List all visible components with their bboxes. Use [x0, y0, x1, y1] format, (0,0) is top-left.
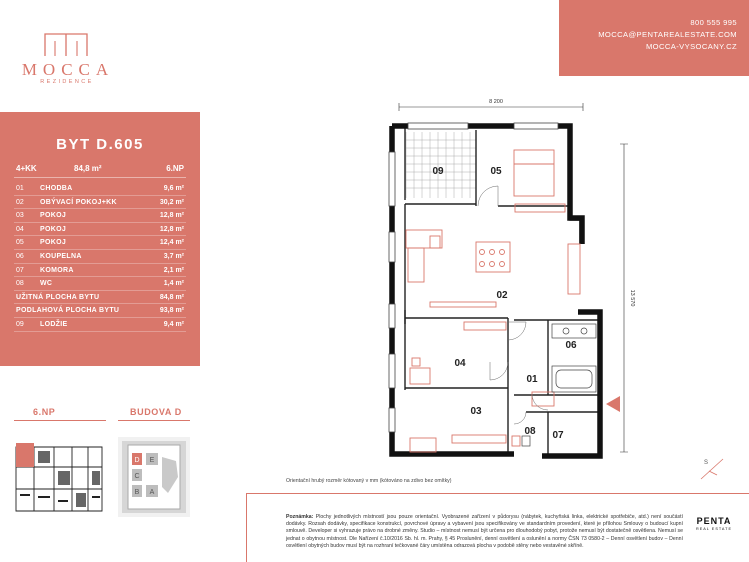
room-label-08: 08	[524, 426, 536, 437]
room-row: 01 CHODBA 9,6 m²	[14, 182, 186, 196]
developer-name: PENTA	[696, 516, 732, 526]
room-row: 03 POKOJ 12,8 m²	[14, 209, 186, 223]
footer-divider	[246, 493, 247, 562]
room-label-07: 07	[552, 430, 564, 441]
unit-summary	[14, 164, 186, 178]
contact-box	[559, 0, 749, 76]
brand-logo	[0, 0, 130, 95]
unit-info-panel	[0, 112, 200, 366]
unit-floor: 6.NP	[166, 164, 184, 173]
room-row: 05 POKOJ 12,4 m²	[14, 236, 186, 250]
developer-subtitle: REAL ESTATE	[695, 527, 733, 531]
disclaimer-note	[286, 514, 683, 550]
developer-logo	[691, 516, 737, 531]
room-row: 07 KOMORA 2,1 m²	[14, 264, 186, 278]
floor-plan	[372, 92, 644, 464]
usable-area-row: UŽITNÁ PLOCHA BYTU 84,8 m²	[14, 291, 186, 305]
note-text: Plochy jednotlivých místností jsou pouze orientační. Vyobrazené zařízení v půdorysu (nábytek, kuchyňská linka, elektrické spotřebiče, atd.) není součástí dodávky. Rozsah dodávky, specifikace konstrukcí, povrchové úpravy a vybavení jsou specifikovány ve standardním provedení, které je přílohou Smlouvy o budoucí kupní smlouvě. Developer si vyhrazuje právo na drobné změny. Studio – místnost nemusí být určena pro dlouhodobý pobyt, protože nemusí být dostatečně osvětlena. Nemusí se jednat o obytnou místnost. Dle Nařízení č.10/2016 Sb. hl. m. Prahy, § 45 Proslunění, denní osvětlení a oslunění a normy ČSN 73 0580-2 – Denní osvětlení budov – Denní osvětlení obytných budov musí být na rozhraní tečkované čáry umístěna odrazová plocha v podobě stěny nebo vestavěné skříně.	[286, 514, 683, 549]
north-compass-icon	[697, 453, 727, 483]
room-list	[14, 182, 186, 332]
building-letter-b: B	[134, 489, 140, 496]
divider	[14, 420, 106, 421]
building-letter-d: D	[134, 457, 140, 464]
loggia-row: 09 LODŽIE 9,4 m²	[14, 318, 186, 332]
room-label-02: 02	[496, 290, 508, 301]
height-dimension: 13 570	[629, 289, 635, 307]
building-map-label: BUDOVA D	[130, 407, 182, 417]
unit-title: BYT D.605	[56, 136, 144, 153]
compass-label: S	[704, 460, 709, 466]
brand-name: MOCCA	[21, 60, 115, 79]
building-letter-a: A	[149, 489, 155, 496]
room-row: 06 KOUPELNA 3,7 m²	[14, 250, 186, 264]
room-label-04: 04	[454, 358, 466, 369]
floor-area-row: PODLAHOVÁ PLOCHA BYTU 93,8 m²	[14, 304, 186, 318]
brand-subtitle: REZIDENCE	[40, 79, 94, 85]
footer-divider	[246, 493, 749, 494]
contact-website[interactable]: MOCCA-VYSOCANY.CZ	[645, 42, 737, 51]
building-letter-e: E	[149, 457, 155, 464]
logo-mark-icon	[44, 33, 88, 57]
windows	[389, 123, 558, 432]
floor-locator-map	[14, 437, 106, 517]
entrance-arrow-icon	[606, 396, 620, 412]
unit-area: 84,8 m²	[74, 164, 102, 173]
loggia-floor	[406, 132, 476, 198]
dimension-lines	[399, 103, 628, 452]
note-label: Poznámka:	[286, 514, 314, 520]
furniture	[406, 150, 580, 452]
divider	[118, 420, 190, 421]
width-dimension: 8 200	[489, 99, 503, 105]
room-label-09: 09	[432, 166, 444, 177]
unit-highlight	[16, 443, 34, 467]
room-row: 04 POKOJ 12,8 m²	[14, 223, 186, 237]
floor-map-label: 6.NP	[33, 407, 56, 417]
room-label-05: 05	[490, 166, 502, 177]
building-locator-map	[118, 437, 190, 517]
building-letter-c: C	[134, 473, 140, 480]
room-label-01: 01	[526, 374, 538, 385]
orientation-note: Orientační hrubý rozměr kótovaný v mm (kótováno na zdivo bez omítky)	[286, 478, 452, 484]
room-row: 08 WC 1,4 m²	[14, 277, 186, 291]
contact-email[interactable]: MOCCA@PENTAREALESTATE.COM	[598, 30, 737, 39]
unit-layout: 4+KK	[16, 164, 37, 173]
room-row: 02 OBÝVACÍ POKOJ+KK 30,2 m²	[14, 196, 186, 210]
room-label-03: 03	[470, 406, 482, 417]
room-label-06: 06	[565, 340, 577, 351]
contact-phone[interactable]: 800 555 995	[690, 18, 737, 27]
